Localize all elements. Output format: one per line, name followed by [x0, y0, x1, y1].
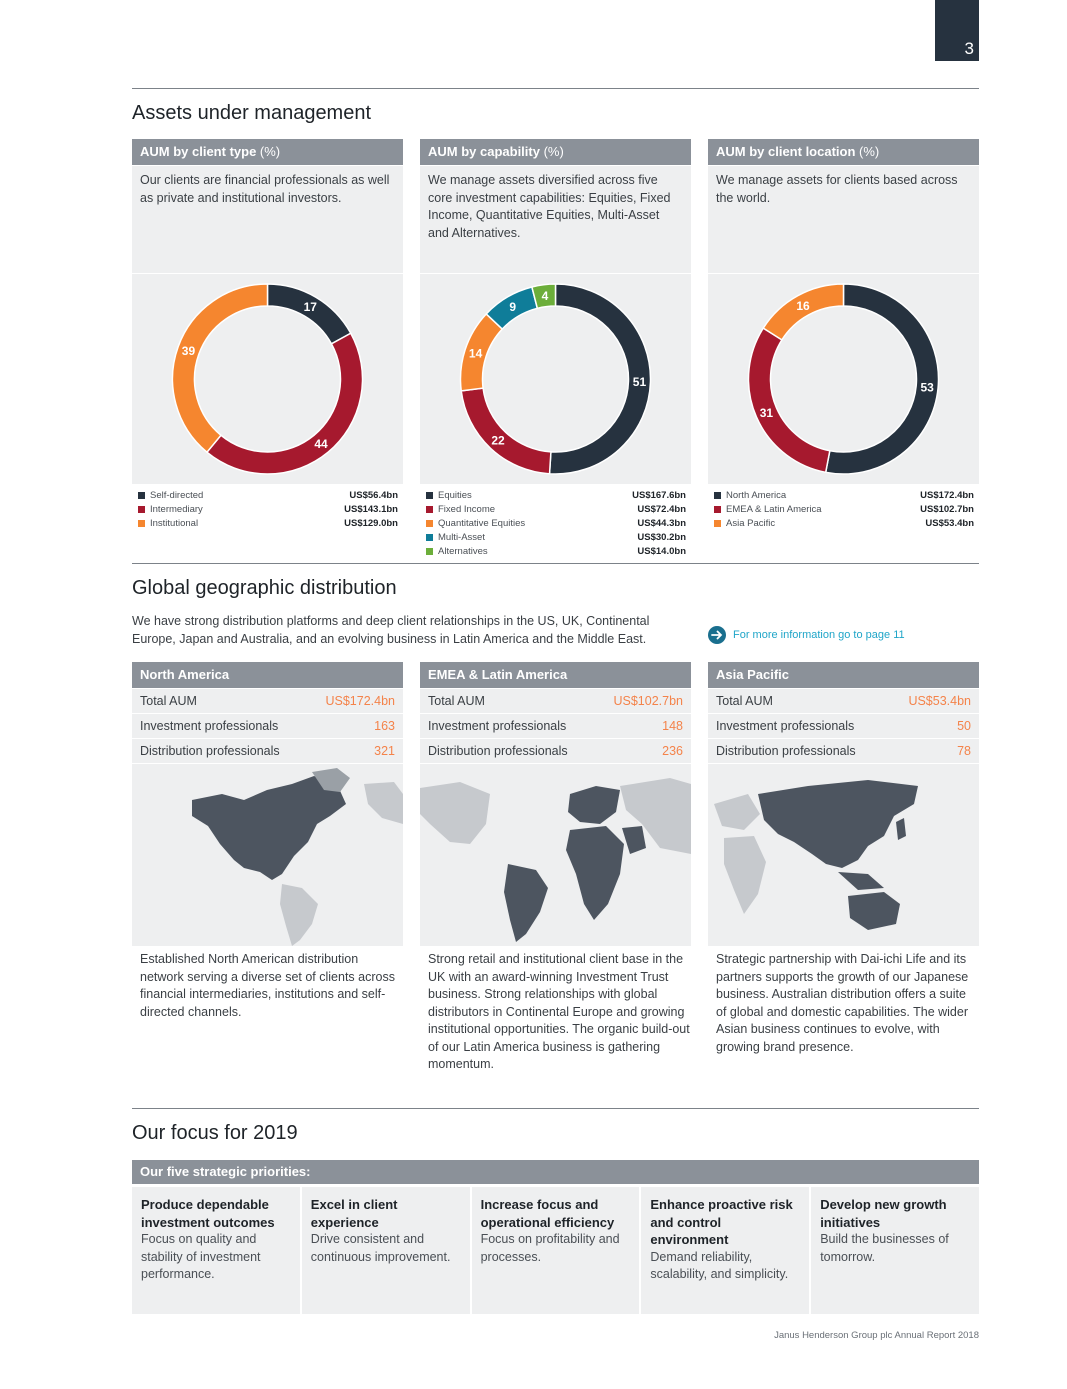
legend-item	[714, 516, 974, 530]
legend-value: US$129.0bn	[344, 517, 398, 529]
stat-row	[132, 739, 403, 763]
legend-value: US$30.2bn	[637, 531, 686, 543]
arrow-right-icon	[708, 626, 726, 644]
legend-swatch	[714, 506, 721, 513]
legend-swatch	[426, 520, 433, 527]
priority-card	[472, 1187, 640, 1314]
panel-head-label: AUM by client type	[140, 144, 257, 159]
stat-label: Investment professionals	[428, 719, 567, 733]
donut-slice-label: 17	[303, 300, 317, 315]
stat-label: Investment professionals	[716, 719, 855, 733]
stat-row	[420, 714, 691, 738]
aum-panel-client-location	[708, 139, 979, 530]
stat-value: US$172.4bn	[325, 694, 395, 708]
stat-value: 148	[662, 719, 683, 733]
priority-card	[302, 1187, 470, 1314]
map-africa-land	[566, 826, 624, 920]
emea-latin-america-map	[420, 764, 691, 946]
stat-row	[420, 689, 691, 713]
north-america-map	[132, 764, 403, 946]
legend-label: Quantitative Equities	[438, 517, 526, 529]
stat-value: US$102.7bn	[613, 694, 683, 708]
legend-swatch	[138, 506, 145, 513]
stat-label: Investment professionals	[140, 719, 279, 733]
stat-row	[420, 739, 691, 763]
asia-pacific-map	[708, 764, 979, 946]
page-number-tab	[935, 0, 979, 61]
panel-head	[420, 139, 691, 165]
panel-head-unit: (%)	[259, 144, 281, 159]
legend-label: Intermediary	[150, 503, 203, 515]
stat-row	[708, 739, 979, 763]
stat-label: Total AUM	[428, 694, 485, 708]
priority-text: Build the businesses of tomorrow.	[820, 1232, 949, 1264]
donut-slice-label: 4	[541, 289, 549, 304]
section-rule	[132, 1108, 979, 1109]
legend-swatch	[714, 492, 721, 499]
donut-slice	[207, 333, 363, 474]
section-rule	[132, 563, 979, 564]
region-description: Strategic partnership with Dai-ichi Life and its partners supports the growth of our Japanese business. Australian distribution offers a suite of global and domestic capabilities. The wider Asian business continues to evolve, with growing brand presence.	[716, 952, 969, 1054]
aum-panel-capability	[420, 139, 691, 558]
legend-swatch	[426, 506, 433, 513]
donut-chart	[132, 274, 403, 484]
legend-value: US$53.4bn	[925, 517, 974, 529]
priority-title: Excel in client experience	[310, 1197, 398, 1230]
donut-slice-label: 14	[468, 346, 483, 361]
donut-slice-label: 53	[920, 380, 934, 395]
region-head: North America	[132, 662, 403, 688]
map-north-america-land	[420, 782, 490, 844]
focus-title: Our focus for 2019	[132, 1122, 298, 1144]
legend-item	[426, 502, 686, 516]
more-info-text: For more information go to page 11	[733, 629, 905, 641]
donut-slice-label: 39	[181, 344, 196, 359]
map-europe-land	[714, 794, 760, 830]
donut-slice-label: 44	[314, 437, 328, 452]
map-europe-land	[364, 782, 403, 824]
panel-description: Our clients are financial professionals as well as private and institutional investors.	[132, 166, 403, 273]
donut-slice	[749, 328, 830, 472]
stat-value: 321	[374, 744, 395, 758]
legend-swatch	[426, 534, 433, 541]
donut-slice-label: 31	[759, 405, 774, 420]
legend-item	[138, 516, 398, 530]
region-head: Asia Pacific	[708, 662, 979, 688]
legend-swatch	[426, 548, 433, 555]
chart-legend	[132, 488, 403, 530]
panel-head-label: AUM by capability	[428, 144, 540, 159]
map-australia-land	[848, 892, 900, 930]
legend-label: Alternatives	[438, 545, 488, 557]
stat-label: Distribution professionals	[428, 744, 568, 758]
legend-swatch	[714, 520, 721, 527]
donut-slice	[826, 284, 939, 474]
map-africa-land	[724, 836, 766, 914]
map-south-america-land	[280, 884, 318, 946]
legend-label: Multi-Asset	[438, 531, 485, 543]
section-rule	[132, 88, 979, 89]
legend-swatch	[426, 492, 433, 499]
legend-item	[138, 488, 398, 502]
priority-title: Increase focus and operational efficiency	[480, 1197, 615, 1230]
legend-value: US$72.4bn	[637, 503, 686, 515]
region-north-america	[132, 662, 403, 1021]
region-description: Strong retail and institutional client base in the UK with an award-winning Investment Trust business. Strong relationships with global distributors in Continental Europe and growing institutional opportunities. The organic build-out of our Latin America business is gathering momentum.	[428, 952, 690, 1071]
priority-title: Enhance proactive risk and control environment	[650, 1197, 793, 1247]
stat-value: 163	[374, 719, 395, 733]
donut-slice	[461, 388, 551, 474]
panel-description: We manage assets diversified across five core investment capabilities: Equities, Fixed Income, Quantitative Equities, Multi-Asset and Alternatives.	[420, 166, 691, 273]
panel-head-unit: (%)	[543, 144, 564, 159]
aum-panel-client-type	[132, 139, 403, 530]
donut-slice-label: 16	[796, 298, 810, 313]
donut-chart	[420, 274, 691, 484]
stat-label: Total AUM	[140, 694, 197, 708]
region-description: Established North American distribution network serving a diverse set of clients across financial intermediaries, institutions and self-directed channels.	[140, 952, 395, 1019]
legend-value: US$102.7bn	[920, 503, 974, 515]
priority-title: Develop new growth initiatives	[820, 1197, 947, 1230]
priority-text: Focus on quality and stability of investment performance.	[141, 1232, 261, 1281]
page-number: 3	[964, 39, 974, 58]
legend-item	[426, 544, 686, 558]
map-middle-east-land	[622, 826, 646, 854]
legend-value: US$167.6bn	[632, 489, 686, 501]
legend-label: Fixed Income	[438, 503, 496, 515]
legend-label: EMEA & Latin America	[726, 503, 822, 515]
region-asia-pacific	[708, 662, 979, 1056]
priorities-row	[132, 1187, 979, 1314]
stat-value: 236	[662, 744, 683, 758]
priority-text: Focus on profitability and processes.	[480, 1232, 620, 1264]
donut-slice	[172, 284, 267, 452]
legend-value: US$14.0bn	[637, 545, 686, 557]
legend-label: Equities	[438, 489, 472, 501]
chart-legend	[708, 488, 979, 530]
stat-row	[708, 689, 979, 713]
stat-value: US$53.4bn	[908, 694, 971, 708]
stat-label: Distribution professionals	[716, 744, 856, 758]
priority-card	[132, 1187, 300, 1314]
geo-title: Global geographic distribution	[132, 577, 397, 599]
map-europe-land	[568, 786, 620, 824]
legend-swatch	[138, 492, 145, 499]
priorities-head: Our five strategic priorities:	[132, 1160, 979, 1184]
legend-label: Asia Pacific	[726, 517, 776, 529]
geo-intro: We have strong distribution platforms and deep client relationships in the US, UK, Continental Europe, Japan and Australia, and an evolving business in Latin America and the Middle East.	[132, 614, 650, 646]
legend-swatch	[138, 520, 145, 527]
chart-legend	[420, 488, 691, 558]
priority-card	[811, 1187, 979, 1314]
donut-slice-label: 22	[491, 433, 505, 448]
legend-item	[426, 530, 686, 544]
map-north-america-land	[192, 776, 346, 880]
legend-value: US$44.3bn	[637, 517, 686, 529]
stat-label: Total AUM	[716, 694, 773, 708]
priority-title: Produce dependable investment outcomes	[141, 1197, 275, 1230]
legend-label: Institutional	[150, 517, 199, 529]
panel-head	[708, 139, 979, 165]
legend-value: US$143.1bn	[344, 503, 398, 515]
panel-head	[132, 139, 403, 165]
legend-item	[138, 502, 398, 516]
footer-text: Janus Henderson Group plc Annual Report 2018	[774, 1330, 979, 1341]
stat-row	[132, 714, 403, 738]
stat-row	[708, 714, 979, 738]
stat-label: Distribution professionals	[140, 744, 280, 758]
priority-card	[641, 1187, 809, 1314]
region-head: EMEA & Latin America	[420, 662, 691, 688]
donut-slice-label: 51	[632, 375, 647, 390]
legend-value: US$172.4bn	[920, 489, 974, 501]
stat-value: 78	[957, 744, 971, 758]
donut-chart	[708, 274, 979, 484]
legend-label: North America	[726, 489, 787, 501]
panel-description: We manage assets for clients based across the world.	[708, 166, 979, 273]
donut-slice-label: 9	[509, 300, 517, 315]
legend-label: Self-directed	[150, 489, 204, 501]
panel-head-label: AUM by client location	[716, 144, 856, 159]
legend-item	[426, 488, 686, 502]
region-emea-latin-america	[420, 662, 691, 1074]
map-asia-land	[758, 780, 918, 868]
map-south-east-asia-land	[838, 872, 884, 890]
priority-text: Drive consistent and continuous improvement.	[310, 1232, 451, 1264]
legend-item	[426, 516, 686, 530]
map-japan-land	[896, 818, 906, 840]
panel-head-unit: (%)	[859, 144, 880, 159]
more-info-link[interactable]	[708, 626, 905, 644]
priority-text: Demand reliability, scalability, and simplicity.	[650, 1249, 789, 1281]
map-south-america-land	[504, 864, 548, 942]
legend-item	[714, 488, 974, 502]
legend-item	[714, 502, 974, 516]
stat-value: 50	[957, 719, 971, 733]
stat-row	[132, 689, 403, 713]
legend-value: US$56.4bn	[349, 489, 398, 501]
aum-title: Assets under management	[132, 102, 372, 124]
